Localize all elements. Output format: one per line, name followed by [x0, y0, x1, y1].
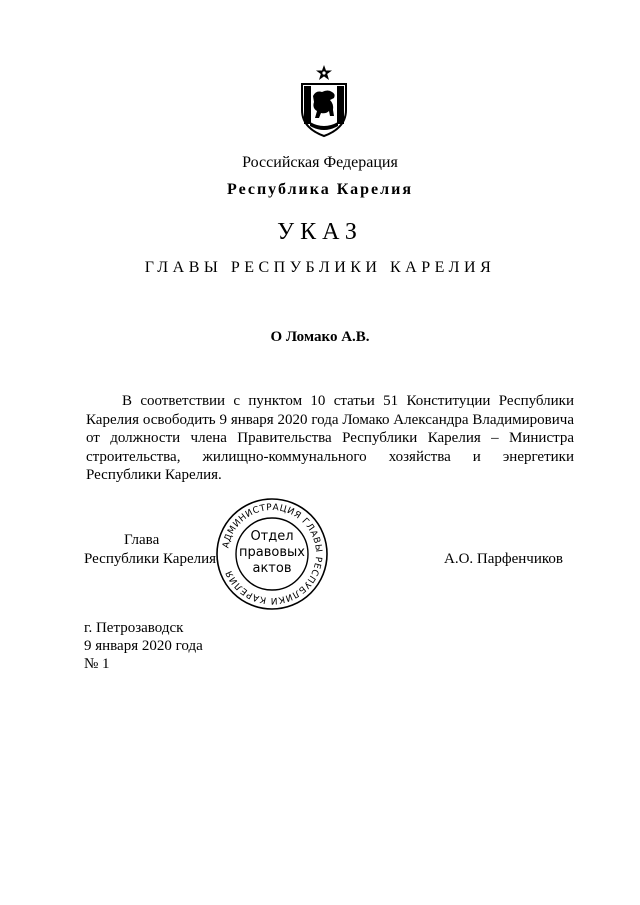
issue-place: г. Петрозаводск — [84, 620, 184, 636]
signatory-name: А.О. Парфенчиков — [444, 551, 563, 567]
document-number: № 1 — [84, 656, 110, 672]
country-name: Российская Федерация — [242, 154, 398, 171]
issue-date: 9 января 2020 года — [84, 638, 203, 654]
stamp-line2: правовых — [239, 545, 305, 560]
document-type: УКАЗ — [277, 219, 363, 245]
document-body: В соответствии с пунктом 10 статьи 51 Конституции Республики Карелия освободить 9 января 2020 года Ломако Александра Владимировича от должности члена Правительства Республики Карелия – Министра строительства, жилищно-коммунального хозяйства и энергетики Республики Карелия. — [86, 393, 574, 483]
official-stamp — [214, 496, 330, 612]
stamp-line3: актов — [252, 561, 292, 576]
signatory-title-line1: Глава — [124, 532, 160, 548]
stamp-ring-text: АДМИНИСТРАЦИЯ ГЛАВЫ РЕСПУБЛИКИ КАРЕЛИЯ — [221, 502, 324, 606]
signatory-title-line2: Республики Карелия — [84, 551, 217, 567]
stamp-line1: Отдел — [250, 529, 294, 544]
karelia-coat-of-arms-icon — [298, 64, 350, 138]
document-subject: О Ломако А.В. — [270, 329, 370, 345]
republic-name: Республика Карелия — [227, 181, 413, 198]
document-issuer: ГЛАВЫ РЕСПУБЛИКИ КАРЕЛИЯ — [144, 259, 496, 276]
